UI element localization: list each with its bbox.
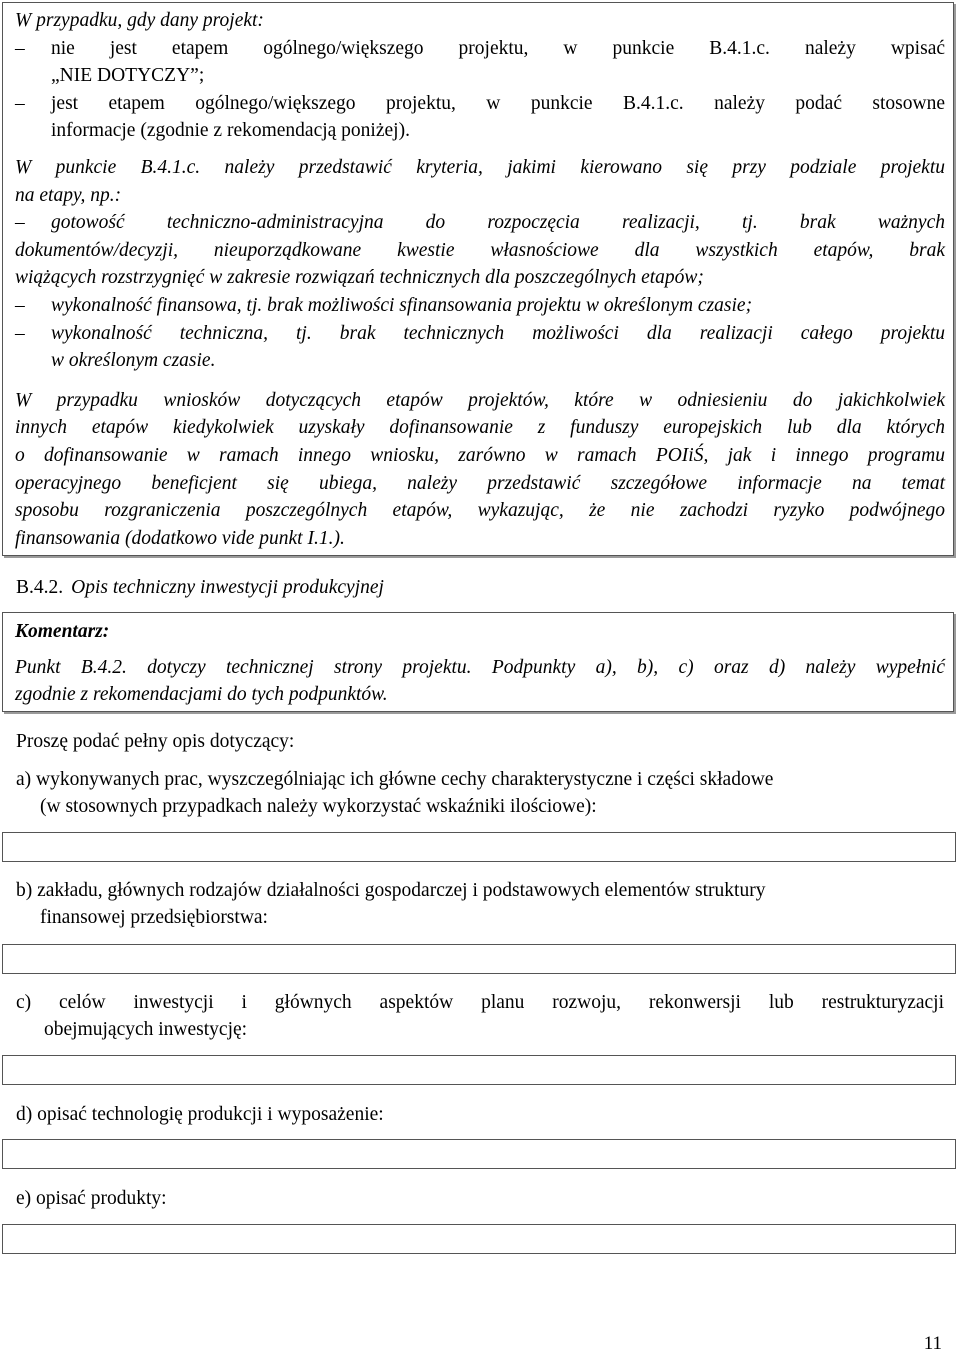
item-c-line1: c) celów inwestycji i głównych aspektów planu rozwoju, rekonwersji lub restrukturyzacji: [16, 992, 944, 1013]
dash-marker: –: [15, 322, 25, 344]
bullet-text: nie jest etapem ogólnego/większego projektu, w punkcie B.4.1.c. należy wpisać: [51, 37, 945, 59]
criteria-text: na etapy, np.:: [15, 184, 122, 206]
criteria-item-text: wiążących rozstrzygnięć w zakresie rozwiązań technicznych dla poszczególnych etapów;: [15, 267, 704, 289]
item-e-text: e) opisać produkty:: [16, 1188, 167, 1209]
dash-marker: –: [15, 212, 25, 234]
item-a-text: (w stosownych przypadkach należy wykorzystać wskaźniki ilościowe):: [40, 796, 597, 817]
dash-marker: –: [15, 294, 25, 316]
intro-text: W przypadku, gdy dany projekt:: [15, 10, 264, 31]
guidance-box: [2, 2, 954, 556]
criteria-text: W punkcie B.4.1.c. należy przedstawić kryteria, jakimi kierowano się przy podziale projektu: [15, 156, 945, 178]
bullet-is-stage: [15, 90, 945, 145]
paragraph-text: finansowania (dodatkowo vide punkt I.1.).: [15, 527, 345, 549]
section-heading: [16, 574, 384, 602]
dash-marker: –: [15, 92, 25, 114]
item-d-text: d) opisać technologię produkcji i wyposażenie:: [16, 1104, 384, 1125]
dash-marker: –: [15, 37, 25, 59]
paragraph-text: o dofinansowanie w ramach innego wniosku, zarówno w ramach POIiŚ, jak i innego programu: [15, 444, 945, 466]
criteria-item-text: wykonalność finansowa, tj. brak możliwości sfinansowania projektu w określonym czasie;: [51, 294, 753, 316]
section-number: B.4.2.: [16, 577, 64, 598]
page-number: 11: [923, 1333, 942, 1354]
item-b-text: finansowej przedsiębiorstwa:: [40, 907, 268, 928]
paragraph-text: W przypadku wniosków dotyczących etapów projektów, które w odniesieniu do jakichkolwiek: [15, 389, 945, 411]
criteria-item-text: dokumentów/decyzji, nieuporządkowane kwestie własnościowe dla wszystkich etapów, brak: [15, 239, 945, 261]
criteria-item-financial: [15, 292, 945, 320]
criteria-item-text: wykonalność techniczna, tj. brak technicznych możliwości dla realizacji całego projektu: [51, 322, 945, 344]
criteria-item-text: w określonym czasie.: [51, 350, 216, 372]
paragraph-text: innych etapów kiedykolwiek uzyskały dofinansowanie z funduszy europejskich lub dla których: [15, 417, 945, 439]
item-a-text: a) wykonywanych prac, wyszczególniając ich główne cechy charakterystyczne i części składowe: [16, 769, 774, 790]
item-b-text: b) zakładu, głównych rodzajów działalności gospodarczej i podstawowych elementów struktury: [16, 880, 766, 901]
comment-label: Komentarz:: [15, 621, 110, 642]
paragraph-text: sposobu rozgraniczenia poszczególnych etapów, wykazując, że nie zachodzi ryzyko podwójnego: [15, 500, 945, 522]
criteria-item-technical: [15, 320, 945, 375]
answer-field-e[interactable]: [2, 1224, 956, 1254]
item-b: [16, 877, 944, 931]
bullet-not-stage: [15, 35, 945, 90]
answer-field-b[interactable]: [2, 944, 956, 974]
request-text: Proszę podać pełny opis dotyczący:: [16, 731, 295, 752]
criteria-item-text: gotowość techniczno-administracyjna do rozpoczęcia realizacji, tj. brak ważnych: [51, 212, 945, 234]
bullet-text: „NIE DOTYCZY”;: [51, 65, 205, 87]
comment-text: Punkt B.4.2. dotyczy technicznej strony projektu. Podpunkty a), b), c) oraz d) należy wypełnić: [15, 656, 945, 678]
bullet-text: informacje (zgodnie z rekomendacją poniżej).: [51, 120, 410, 142]
criteria-item-readiness: [15, 209, 945, 237]
comment-box: [2, 612, 954, 712]
bullet-text: jest etapem ogólnego/większego projektu, w punkcie B.4.1.c. należy podać stosowne: [51, 92, 945, 114]
answer-field-d[interactable]: [2, 1139, 956, 1169]
item-c-line2: obejmujących inwestycję:: [44, 1019, 248, 1040]
answer-field-a[interactable]: [2, 832, 956, 862]
item-a: [16, 766, 944, 820]
paragraph-text: operacyjnego beneficjent się ubiega, należy przedstawić szczegółowe informacje na temat: [15, 472, 945, 494]
section-title: Opis techniczny inwestycji produkcyjnej: [71, 577, 384, 598]
comment-text: zgodnie z rekomendacjami do tych podpunktów.: [15, 684, 388, 706]
answer-field-c[interactable]: [2, 1055, 956, 1085]
